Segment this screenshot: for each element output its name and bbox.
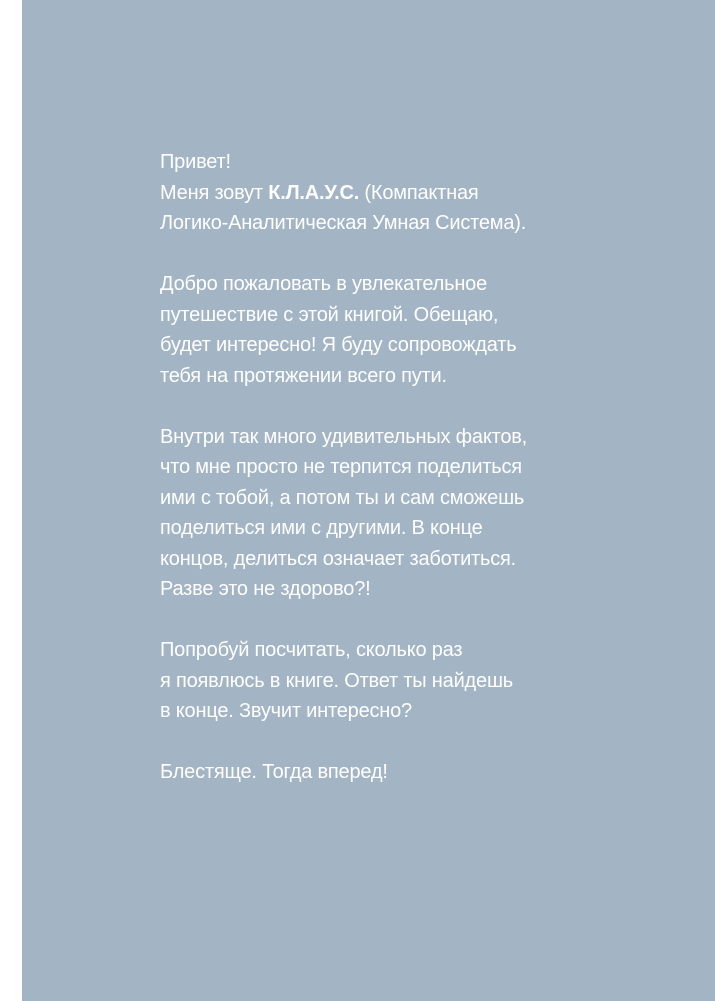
count-challenge-paragraph: [160, 635, 680, 727]
text-line: Попробуй посчитать, сколько раз: [160, 639, 463, 661]
text-line: путешествие с этой книгой. Обещаю,: [160, 303, 499, 326]
book-page: [22, 0, 715, 1001]
text-fragment: Меня зовут: [160, 181, 269, 204]
text-line: Логико-Аналитическая Умная Система).: [160, 212, 527, 234]
text-line: Добро пожаловать в увлекательное: [160, 273, 488, 295]
text-line: Блестяще. Тогда вперед!: [160, 761, 388, 783]
text-line: Внутри так много удивительных фактов,: [160, 425, 528, 448]
text-line: поделиться ими с другими. В конце: [160, 517, 483, 539]
text-line: Разве это не здорово?!: [160, 578, 371, 600]
name-line: [160, 178, 680, 209]
text-fragment: (Компактная: [359, 181, 479, 204]
text-line: ими с тобой, а потом ты и сам сможешь: [160, 486, 525, 509]
intro-text-block: [160, 147, 680, 788]
klaus-name: К.Л.А.У.С.: [268, 181, 360, 204]
text-line: Привет!: [160, 151, 231, 173]
text-line: концов, делиться означает заботиться.: [160, 547, 517, 570]
greeting-paragraph: [160, 147, 680, 239]
facts-paragraph: [160, 422, 680, 605]
text-line: в конце. Звучит интересно?: [160, 700, 412, 722]
text-line: тебя на протяжении всего пути.: [160, 364, 447, 387]
text-line: я появлюсь в книге. Ответ ты найдешь: [160, 669, 514, 692]
closing-paragraph: [160, 757, 680, 788]
text-line: что мне просто не терпится поделиться: [160, 456, 522, 478]
welcome-paragraph: [160, 269, 680, 391]
text-line: будет интересно! Я буду сопровождать: [160, 334, 517, 356]
